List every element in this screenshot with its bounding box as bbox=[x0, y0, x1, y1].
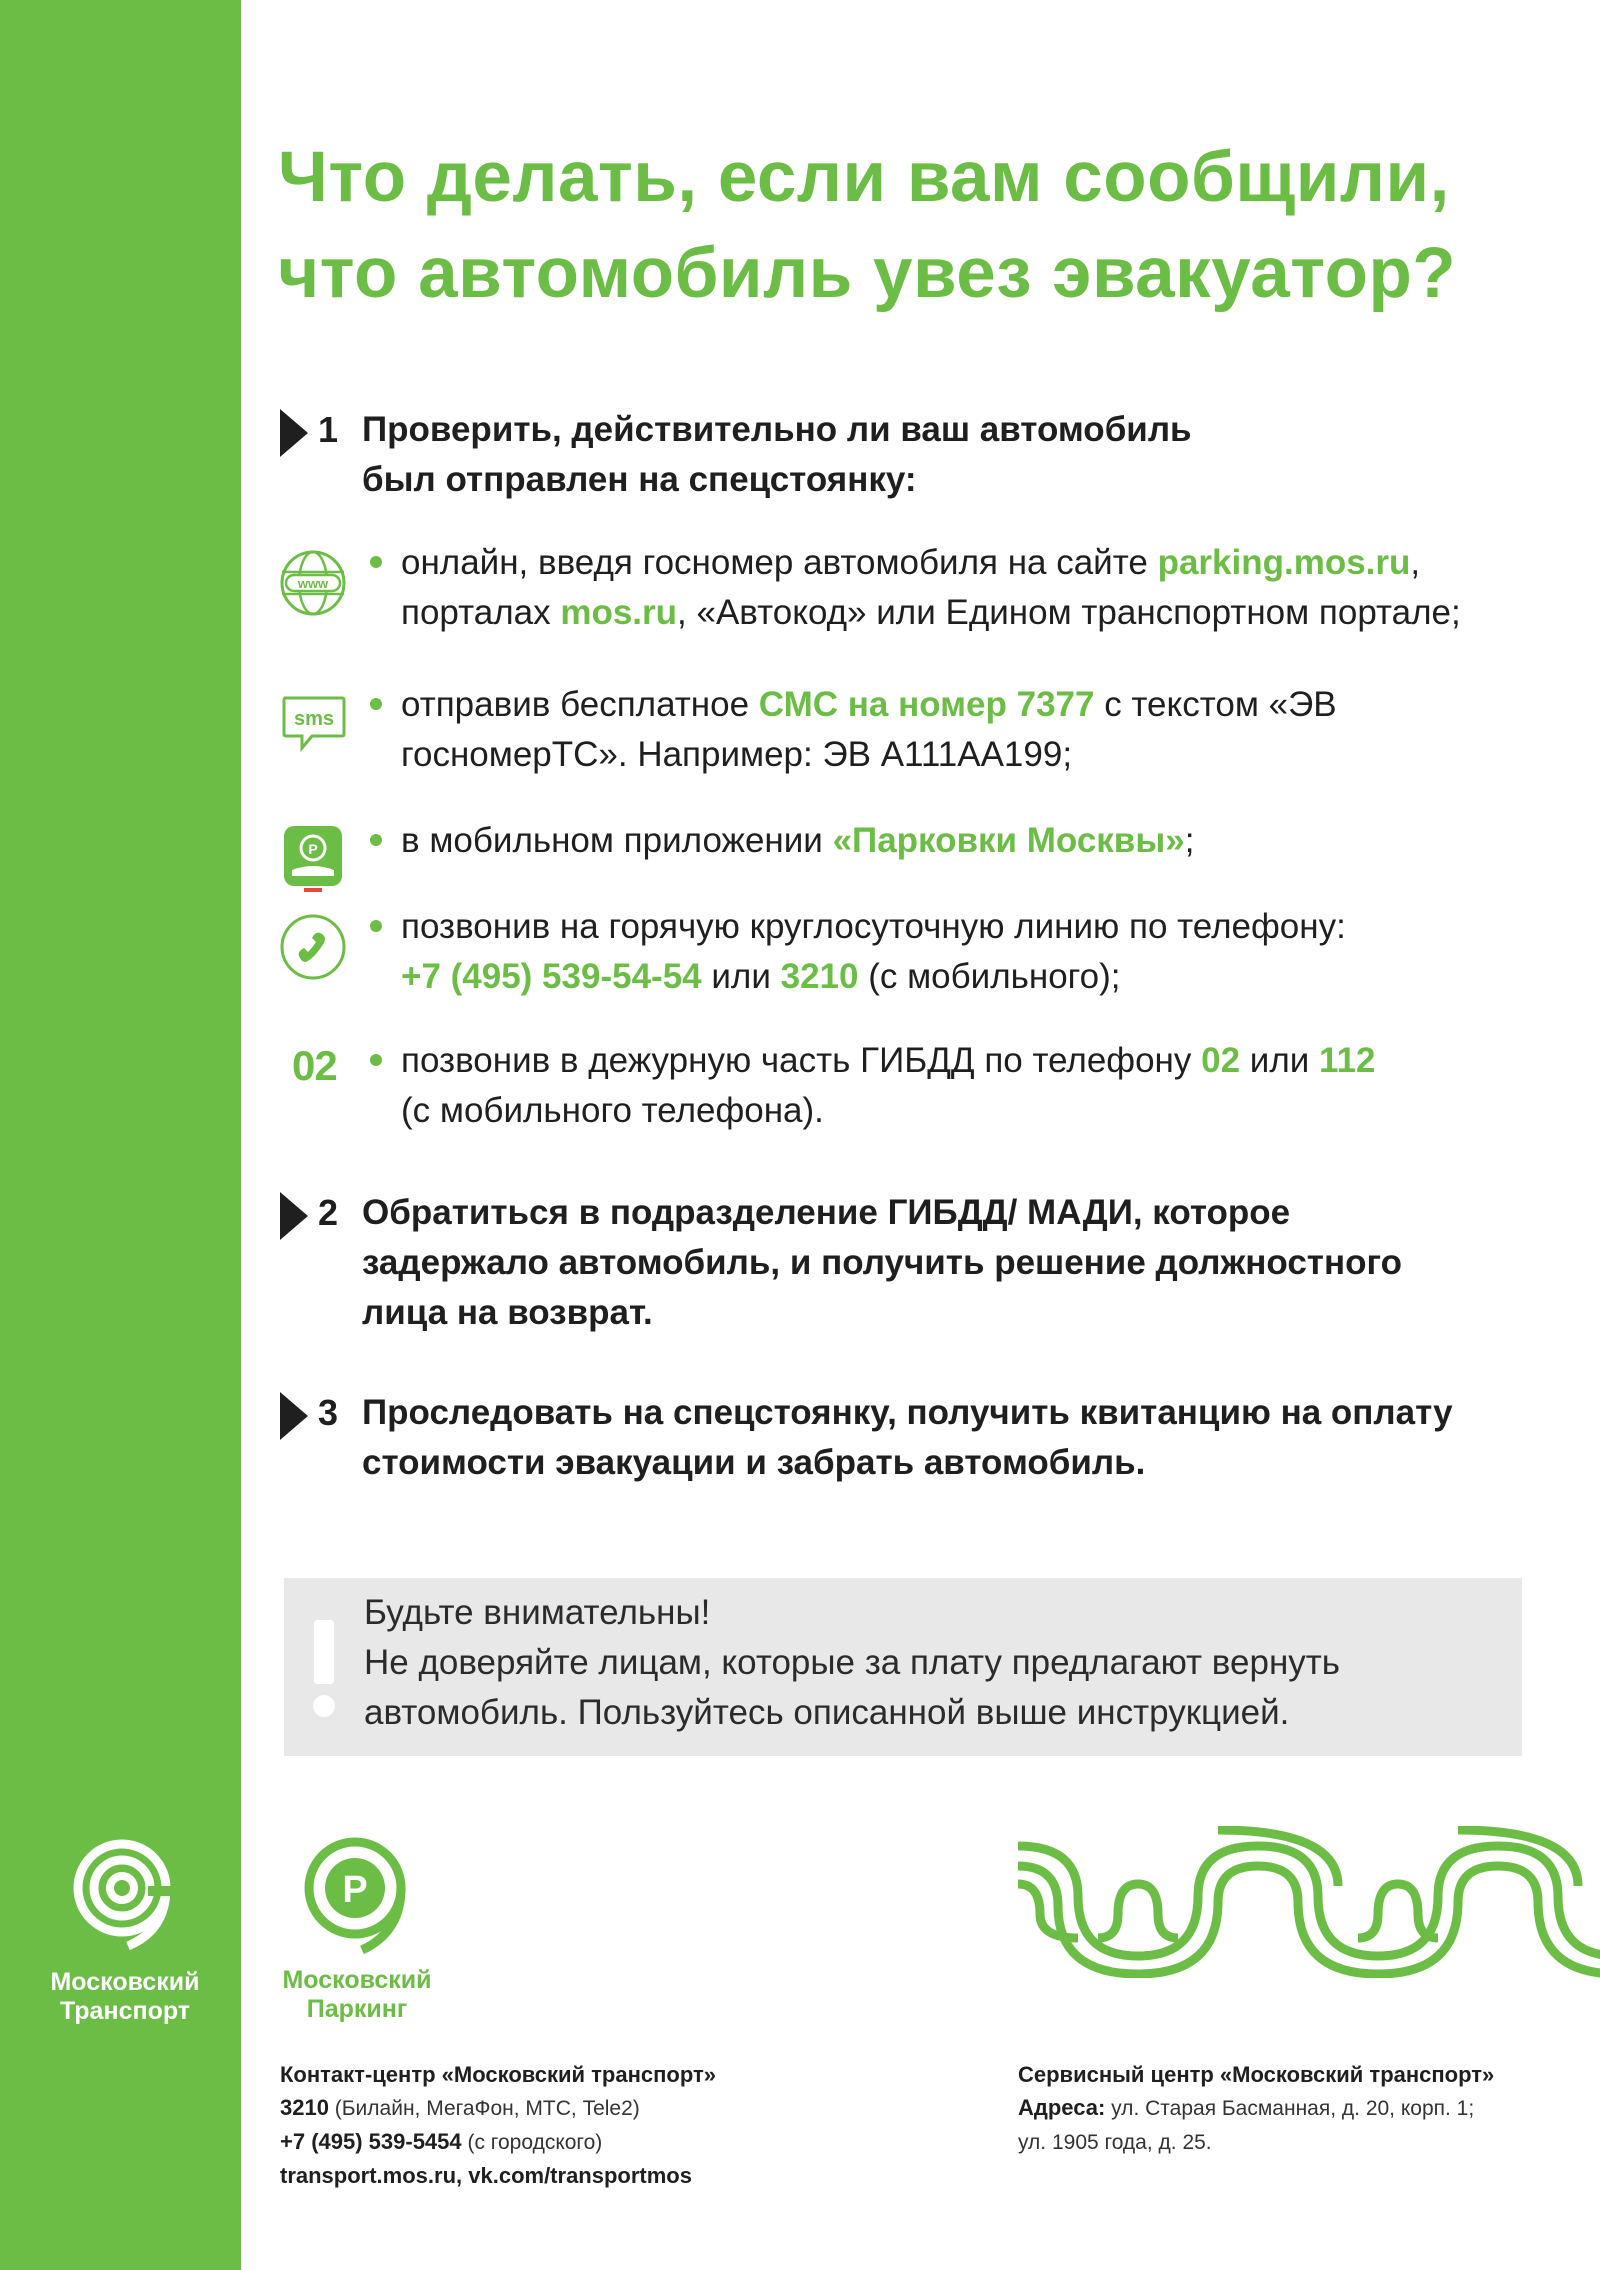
contact-phone[interactable]: +7 (495) 539-5454 bbox=[280, 2129, 462, 2154]
app-name[interactable]: «Парковки Москвы» bbox=[832, 821, 1185, 860]
contact-note: (с городского) bbox=[461, 2131, 603, 2154]
transport-logo-label bbox=[30, 1968, 220, 2026]
page-title bbox=[278, 130, 1558, 322]
logo-text: Транспорт bbox=[59, 1997, 191, 2025]
step-text-line: Проверить, действительно ли ваш автомобиль bbox=[362, 410, 1192, 449]
text: ; bbox=[1184, 821, 1195, 860]
svg-text:P: P bbox=[308, 841, 318, 857]
link-mos-ru[interactable]: mos.ru bbox=[560, 593, 678, 632]
logo-text: Паркинг bbox=[306, 1995, 408, 2023]
text: (с мобильного); bbox=[858, 957, 1121, 996]
step-text bbox=[362, 1388, 1562, 1488]
bullet bbox=[370, 1054, 382, 1066]
contact-note: (Билайн, МегаФон, МТС, Tele2) bbox=[328, 2097, 640, 2120]
step-text-line: Обратиться в подразделение ГИБДД/ МАДИ, которое bbox=[362, 1193, 1291, 1232]
logo-text: Московский bbox=[282, 1966, 432, 1994]
service-title: Сервисный центр «Московский транспорт» bbox=[1018, 2062, 1495, 2087]
sms-icon bbox=[278, 690, 348, 760]
text: или bbox=[701, 957, 781, 996]
text: (с мобильного телефона). bbox=[401, 1091, 824, 1130]
svg-text:sms: sms bbox=[293, 708, 335, 730]
link-parking-mos[interactable]: parking.mos.ru bbox=[1157, 543, 1411, 582]
text: , bbox=[1410, 543, 1421, 582]
svg-text:P: P bbox=[342, 1869, 368, 1911]
text: отправив бесплатное bbox=[401, 685, 759, 724]
step-text-line: был отправлен на спецстоянку: bbox=[362, 460, 917, 499]
step-number: 1 bbox=[318, 409, 339, 450]
warning-line: Не доверяйте лицам, которые за плату предлагают вернуть bbox=[364, 1643, 1341, 1682]
moscow-transport-logo-icon bbox=[68, 1838, 180, 1950]
warning-line: Будьте внимательны! bbox=[364, 1593, 711, 1632]
contact-title: Контакт-центр «Московский транспорт» bbox=[280, 2062, 716, 2087]
text: или bbox=[1240, 1041, 1320, 1080]
step-text bbox=[362, 405, 1562, 505]
text: госномерТС». Например: ЭВ А111АА199; bbox=[401, 735, 1073, 774]
police-number[interactable]: 02 bbox=[1201, 1041, 1241, 1080]
method-text bbox=[401, 1036, 1581, 1136]
step-text-line: задержало автомобиль, и получить решение должностного bbox=[362, 1243, 1402, 1282]
text: позвонив в дежурную часть ГИБДД по телефону bbox=[401, 1041, 1202, 1080]
step-arrow-icon bbox=[278, 1390, 310, 1442]
title-line-1: Что делать, если вам сообщили, bbox=[278, 138, 1450, 217]
method-text bbox=[401, 816, 1581, 866]
title-line-2: что автомобиль увез эвакуатор? bbox=[278, 234, 1457, 313]
svg-text:www: www bbox=[297, 576, 329, 591]
service-center bbox=[1018, 2058, 1578, 2159]
step-arrow-icon bbox=[278, 407, 310, 459]
bullet bbox=[370, 834, 382, 846]
address-line: ул. 1905 года, д. 25. bbox=[1018, 2131, 1212, 2154]
logo-text: Московский bbox=[50, 1968, 200, 1996]
warning-text bbox=[364, 1588, 1484, 1738]
text: с текстом «ЭВ bbox=[1094, 685, 1337, 724]
text: , «Автокод» или Едином транспортном портале; bbox=[677, 593, 1461, 632]
step-number: 3 bbox=[318, 1392, 339, 1433]
step-text-line: стоимости эвакуации и забрать автомобиль. bbox=[362, 1443, 1146, 1482]
bullet bbox=[370, 556, 382, 568]
emergency-number[interactable]: 112 bbox=[1319, 1041, 1376, 1080]
www-globe-icon bbox=[278, 548, 348, 618]
warning-box bbox=[284, 1578, 1522, 1756]
address-line: ул. Старая Басманная, д. 20, корп. 1; bbox=[1105, 2097, 1475, 2120]
step-text-line: Проследовать на спецстоянку, получить квитанцию на оплату bbox=[362, 1393, 1453, 1432]
warning-line: автомобиль. Пользуйтесь описанной выше инструкцией. bbox=[364, 1693, 1290, 1732]
phone-icon bbox=[278, 912, 348, 982]
police-02-icon: 02 bbox=[292, 1042, 337, 1089]
step-arrow-icon bbox=[278, 1190, 310, 1242]
step-text bbox=[362, 1188, 1562, 1338]
text: онлайн, введя госномер автомобиля на сайте bbox=[401, 543, 1158, 582]
address-label: Адреса: bbox=[1018, 2095, 1106, 2120]
short-number[interactable]: 3210 bbox=[780, 957, 859, 996]
method-text bbox=[401, 680, 1581, 780]
contact-short-number[interactable]: 3210 bbox=[280, 2095, 329, 2120]
sms-number: СМС на номер 7377 bbox=[758, 685, 1095, 724]
moscow-parking-logo-icon bbox=[300, 1836, 412, 1954]
parking-logo-label bbox=[262, 1966, 452, 2024]
text: позвонив на горячую круглосуточную линию по телефону: bbox=[401, 907, 1346, 946]
text: порталах bbox=[401, 593, 561, 632]
method-text bbox=[401, 538, 1581, 638]
hotline-number[interactable]: +7 (495) 539-54-54 bbox=[401, 957, 702, 996]
exclamation-icon bbox=[312, 1620, 336, 1720]
step-text-line: лица на возврат. bbox=[362, 1293, 653, 1332]
step-number: 2 bbox=[318, 1192, 339, 1233]
bullet bbox=[370, 920, 382, 932]
method-text bbox=[401, 902, 1581, 1002]
contact-links[interactable]: transport.mos.ru, vk.com/transportmos bbox=[280, 2163, 692, 2188]
mobile-app-icon bbox=[278, 826, 348, 896]
decorative-wave-pattern bbox=[1018, 1826, 1600, 1978]
contact-center bbox=[280, 2058, 840, 2192]
bullet bbox=[370, 698, 382, 710]
text: в мобильном приложении bbox=[401, 821, 833, 860]
